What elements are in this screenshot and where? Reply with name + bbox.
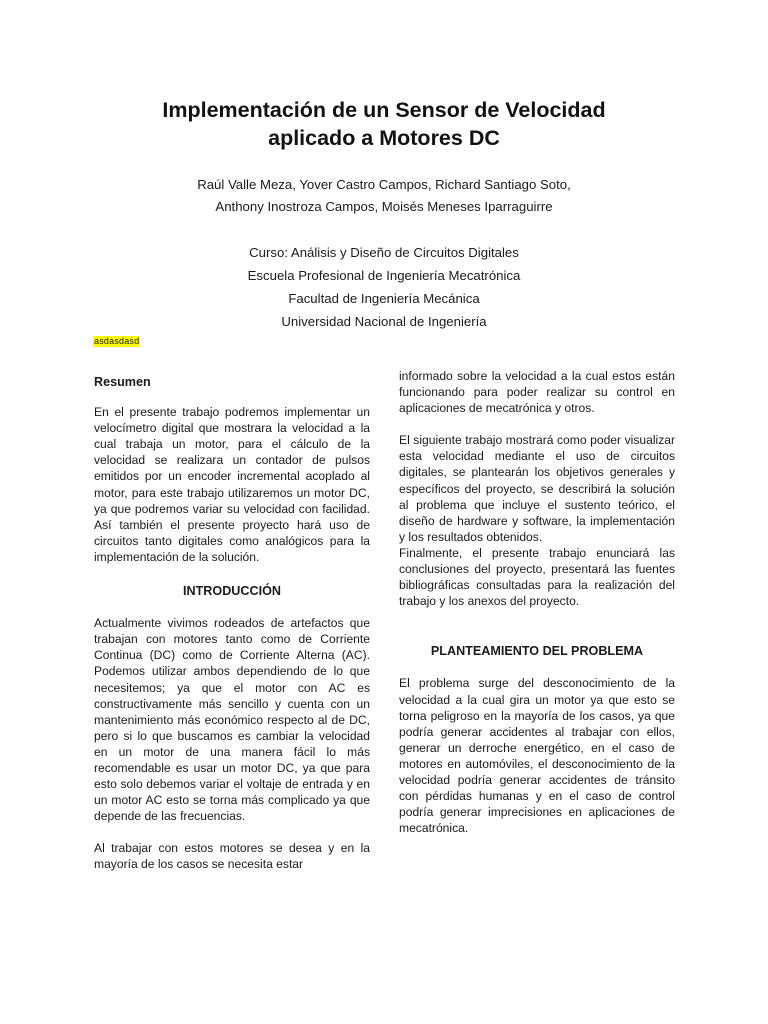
left-column: [94, 368, 370, 873]
paper-title: [0, 96, 768, 152]
faculty-line: Facultad de Ingeniería Mecánica: [288, 291, 480, 306]
author-list: [0, 174, 768, 218]
title-line-2: aplicado a Motores DC: [268, 126, 500, 150]
introduccion-paragraph-1: Actualmente vivimos rodeados de artefactos que trabajan con motores tanto como de Corriente Continua (DC) como de Corriente Alterna (AC). Podemos utilizar ambos dependiendo de lo que necesitemos; ya que el motor con AC es constructivamente más sencillo y cuenta con un mantenimiento más económico respecto al de DC, pero si lo que buscamos es cambiar la velocidad en un motor de una manera fácil lo más recomendable es usar un motor DC, ya que para esto solo debemos variar el voltaje de entrada y en un motor AC esto se torna más complicado ya que depende de las frecuencias.: [94, 616, 370, 824]
university-line: Universidad Nacional de Ingeniería: [281, 314, 487, 329]
introduccion-paragraph-2: Al trabajar con estos motores se desea y en la mayoría de los casos se necesita estar: [94, 841, 370, 872]
introduccion-heading: INTRODUCCIÓN: [183, 584, 281, 599]
authors-line-2: Anthony Inostroza Campos, Moisés Meneses Iparraguirre: [215, 199, 553, 214]
resumen-paragraph: En el presente trabajo podremos implementar un velocímetro digital que mostrara la velocidad a la cual trabaja un motor, para el cálculo de la velocidad se realizara un contador de pulsos emitidos por un encoder incremental acoplado al motor, para este trabajo utilizaremos un motor DC, ya que podremos variar su velocidad con facilidad. Así también el presente proyecto hará uso de circuitos tanto digitales como analógicos para la implementación de la solución.: [94, 405, 370, 564]
course-line: Curso: Análisis y Diseño de Circuitos Digitales: [249, 245, 519, 260]
school-line: Escuela Profesional de Ingeniería Mecatrónica: [247, 268, 521, 283]
planteamiento-paragraph: El problema surge del desconocimiento de la velocidad a la cual gira un motor ya que esto se torna peligroso en la mayoría de los casos, ya que podría generar accidentes al trabajar con ellos, generar un derroche energético, en el caso de motores en automóviles, el desconocimiento de la velocidad podría generar accidentes de tránsito con pérdidas humanas y en el caso de control podría generar imprecisiones en aplicaciones de mecatrónica.: [399, 676, 675, 836]
affiliation-block: [0, 241, 768, 333]
right-column: [399, 368, 675, 836]
continuation-paragraph: informado sobre la velocidad a la cual estos están funcionando para poder realizar su control en aplicaciones de mecatrónica y otros.: [399, 369, 675, 416]
conclusion-paragraph: Finalmente, el presente trabajo enunciará las conclusiones del proyecto, presentará las fuentes bibliográficas consultadas para la realización del trabajo y los anexos del proyecto.: [399, 545, 675, 609]
authors-line-1: Raúl Valle Meza, Yover Castro Campos, Richard Santiago Soto,: [197, 177, 571, 192]
planteamiento-heading: PLANTEAMIENTO DEL PROBLEMA: [430, 644, 644, 659]
objective-paragraph: El siguiente trabajo mostrará como poder visualizar esta velocidad mediante el uso de circuitos digitales, se plantearán los objetivos generales y específicos del proyecto, se describirá la solución al problema que incluye el sustento teórico, el diseño de hardware y software, la implementación y los resultados obtenidos.: [399, 433, 675, 544]
highlighted-text: asdasdasd: [94, 336, 140, 346]
resumen-heading: Resumen: [94, 375, 151, 389]
title-line-1: Implementación de un Sensor de Velocidad: [162, 98, 606, 122]
